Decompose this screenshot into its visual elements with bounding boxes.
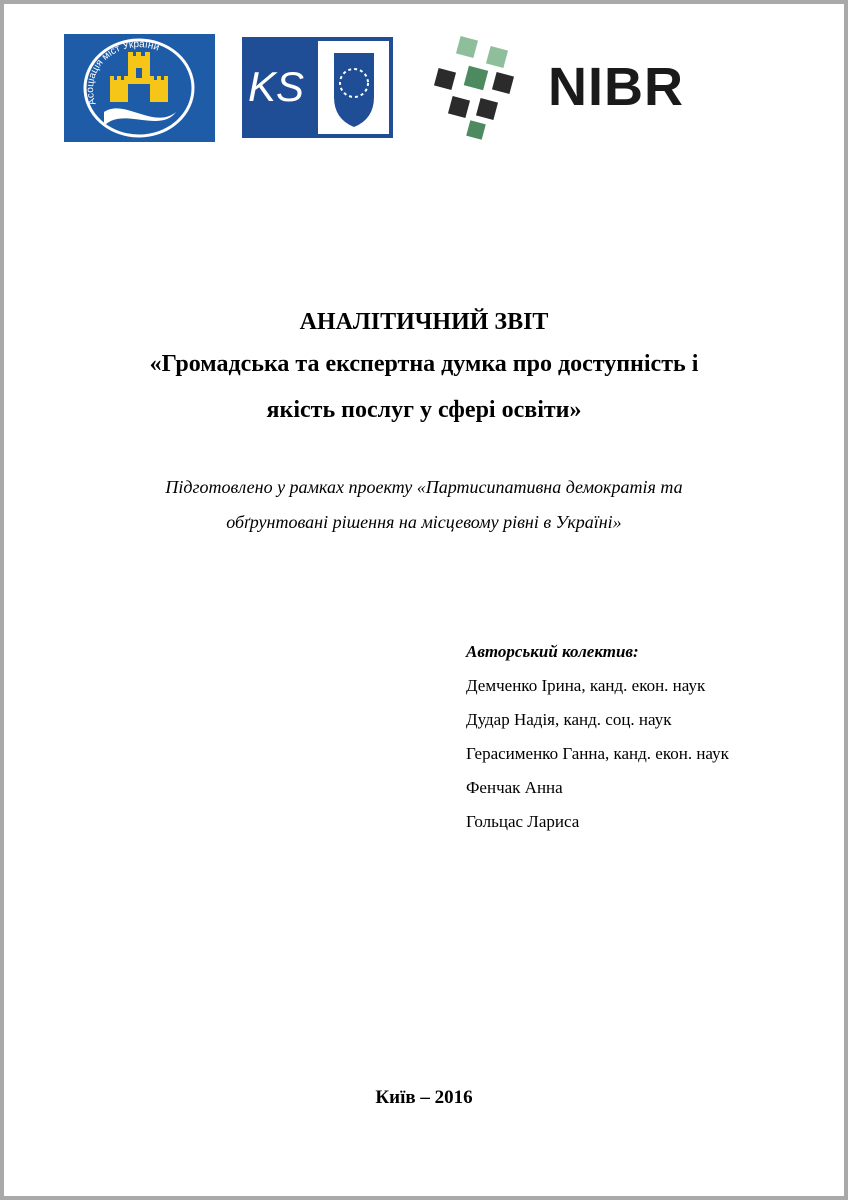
nibr-logo [428, 34, 684, 144]
association-logo [64, 34, 215, 142]
ks-logo-text: KS [248, 63, 305, 110]
report-subtitle-line-2: якість послуг у сфері освіти» [266, 397, 582, 423]
author-item: Дудар Надія, канд. соц. наук [466, 710, 672, 729]
association-logo-text: Асоціація міст України [84, 39, 161, 107]
author-item: Фенчак Анна [466, 778, 563, 797]
project-note-line-1: Підготовлено у рамках проекту «Партисипативна демократія та [165, 477, 683, 497]
nibr-logo-text: NIBR [548, 57, 684, 117]
authors-heading: Авторський колектив: [466, 642, 639, 661]
place-and-year: Київ – 2016 [375, 1087, 473, 1108]
report-subtitle-line-1: «Громадська та експертна думка про доступність і [149, 351, 699, 377]
author-item: Герасименко Ганна, канд. екон. наук [466, 744, 729, 763]
ks-logo [242, 37, 393, 138]
project-note-line-2: обґрунтовані рішення на місцевому рівні в Україні» [226, 512, 622, 532]
authors-block [466, 642, 729, 846]
author-item: Гольцас Лариса [466, 812, 580, 831]
report-title: АНАЛІТИЧНИЙ ЗВІТ [299, 309, 549, 335]
author-item: Демченко Ірина, канд. екон. наук [466, 676, 706, 695]
